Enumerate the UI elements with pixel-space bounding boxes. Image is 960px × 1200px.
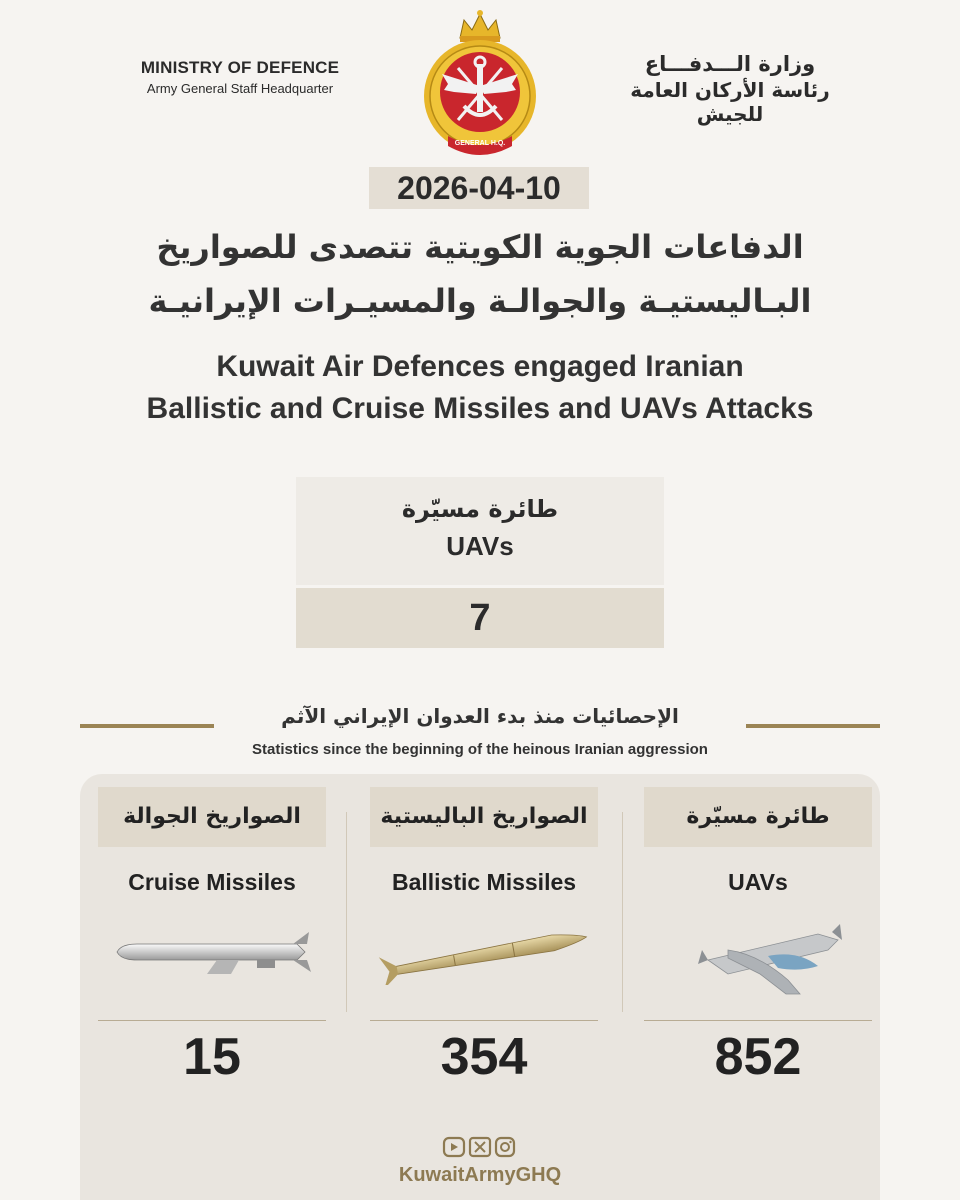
stat-divider [644, 1020, 872, 1021]
stat-column-uavs [644, 787, 872, 1087]
stat-count: 15 [183, 1028, 241, 1086]
title-en-line2: Ballistic and Cruise Missiles and UAVs Attacks [146, 392, 814, 425]
stat-divider [370, 1020, 598, 1021]
title-ar-line2: البـاليستيـة والجوالـة والمسيـرات الإيرانيـة [148, 282, 812, 320]
stats-heading-ar: الإحصائيات منذ بدء العدوان الإيراني الآثم [281, 704, 679, 728]
today-card-label-area [296, 477, 664, 585]
stat-count: 354 [440, 1028, 528, 1086]
stat-label-en: Ballistic Missiles [391, 869, 577, 895]
stat-column-ballistic [370, 787, 598, 1087]
stat-label-ar: الصواريخ الجوالة [98, 787, 326, 847]
stat-divider [98, 1020, 326, 1021]
cruise-missile-icon [98, 910, 326, 1000]
stat-column-cruise [98, 787, 326, 1087]
column-separator [622, 812, 623, 1012]
date-badge: 2026-04-10 [369, 167, 589, 209]
army-emblem-logo [418, 8, 542, 158]
stat-label-en: UAVs [728, 869, 788, 895]
instagram-icon [496, 1138, 514, 1156]
stat-label-ar: الصواريخ الباليستية [370, 787, 598, 847]
stat-label-en: Cruise Missiles [128, 869, 296, 895]
stat-label-ar: طائرة مسيّرة [644, 787, 872, 847]
today-label-en: UAVs [446, 531, 514, 561]
column-separator [346, 812, 347, 1012]
today-uav-card [296, 477, 664, 648]
x-icon [470, 1138, 490, 1156]
ministry-header-en [100, 58, 380, 96]
hq-name-en: Army General Staff Headquarter [146, 81, 334, 96]
heading-divider-left [80, 724, 214, 728]
hq-name-ar: رئاسة الأركان العامة للجيش [630, 78, 830, 126]
social-icons [430, 1136, 530, 1160]
youtube-icon [444, 1138, 464, 1156]
social-handle[interactable]: KuwaitArmyGHQ [398, 1164, 562, 1186]
ballistic-missile-icon [370, 910, 598, 1000]
today-label-ar: طائرة مسيّرة [401, 495, 559, 523]
emblem-text: GENERAL H.Q. [454, 140, 506, 147]
today-count: 7 [296, 588, 664, 648]
ministry-header-ar [600, 52, 860, 126]
ministry-name-ar: وزارة الـــدفـــاع [644, 52, 816, 76]
ministry-name-en: MINISTRY OF DEFENCE [140, 58, 340, 77]
title-ar-line1: الدفاعات الجوية الكويتية تتصدى للصواريخ [156, 228, 804, 266]
uav-drone-icon [644, 910, 872, 1000]
stats-heading-en: Statistics since the beginning of the heinous Iranian aggression [252, 741, 708, 758]
title-en-line1: Kuwait Air Defences engaged Iranian [216, 350, 744, 383]
heading-divider-right [746, 724, 880, 728]
stat-count: 852 [714, 1028, 802, 1086]
